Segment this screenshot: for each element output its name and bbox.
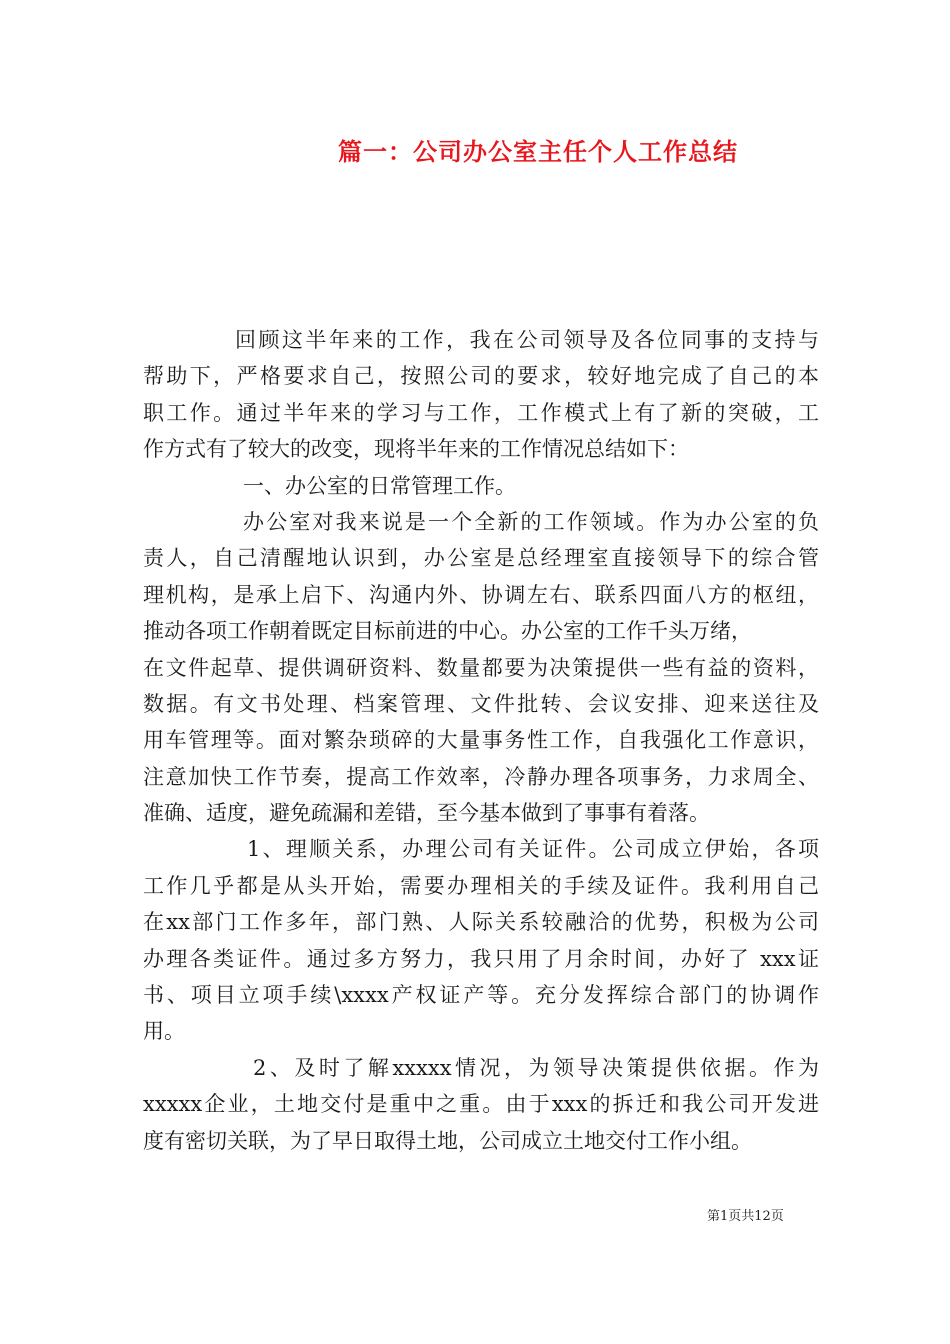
paragraph-line: 责人，自己清醒地认识到，办公室是总经理室直接领导下的综合管 [143,546,819,571]
document-body [143,322,819,1159]
paragraph-line: 书、项目立项手续\xxxx产权证产等。充分发挥综合部门的协调作 [143,983,819,1008]
paragraph-line: 准确、适度，避免疏漏和差错，至今基本做到了事事有着落。 [143,801,710,826]
paragraph-line: 帮助下，严格要求自己，按照公司的要求，较好地完成了自己的本 [143,364,819,389]
page-footer: 第1页共12页 [707,1209,784,1224]
paragraph-line: 作方式有了较大的改变，现将半年来的工作情况总结如下： [143,437,689,462]
paragraph-line: 工作几乎都是从头开始，需要办理相关的手续及证件。我利用自己 [143,873,819,898]
paragraph-line: 理机构，是承上启下、沟通内外、协调左右、联系四面八方的枢纽， [143,582,819,607]
paragraph-line: xxxxx企业，土地交付是重中之重。由于xxx的拆迁和我公司开发进 [143,1092,819,1117]
paragraph-line: 用车管理等。面对繁杂琐碎的大量事务性工作，自我强化工作意识， [143,728,819,753]
paragraph-line: 回顾这半年来的工作，我在公司领导及各位同事的支持与 [235,328,819,352]
paragraph-line: 一、办公室的日常管理工作。 [243,473,516,498]
paragraph-line: 办理各类证件。通过多方努力，我只用了月余时间，办好了 xxx证 [143,946,819,971]
paragraph-line: 注意加快工作节奏，提高工作效率，冷静办理各项事务，力求周全、 [143,764,819,789]
paragraph-line: 在文件起草、提供调研资料、数量都要为决策提供一些有益的资料， [143,655,819,680]
paragraph-line: 用。 [143,1019,185,1044]
document-title: 篇一：公司办公室主任个人工作总结 [338,138,738,166]
paragraph-line: 办公室对我来说是一个全新的工作领域。作为办公室的负 [243,509,819,534]
paragraph-line: 在xx部门工作多年，部门熟、人际关系较融洽的优势，积极为公司 [143,910,819,935]
paragraph-line: 推动各项工作朝着既定目标前进的中心。办公室的工作千头万绪， [143,619,752,644]
paragraph-line: 2、及时了解xxxxx情况，为领导决策提供依据。作为 [253,1055,819,1080]
paragraph-line: 数据。有文书处理、档案管理、文件批转、会议安排、迎来送往及 [143,691,819,716]
paragraph-line: 1、理顺关系，办理公司有关证件。公司成立伊始，各项 [247,837,819,862]
paragraph-line: 度有密切关联，为了早日取得土地，公司成立土地交付工作小组。 [143,1128,752,1153]
paragraph-line: 职工作。通过半年来的学习与工作，工作模式上有了新的突破，工 [143,400,819,425]
